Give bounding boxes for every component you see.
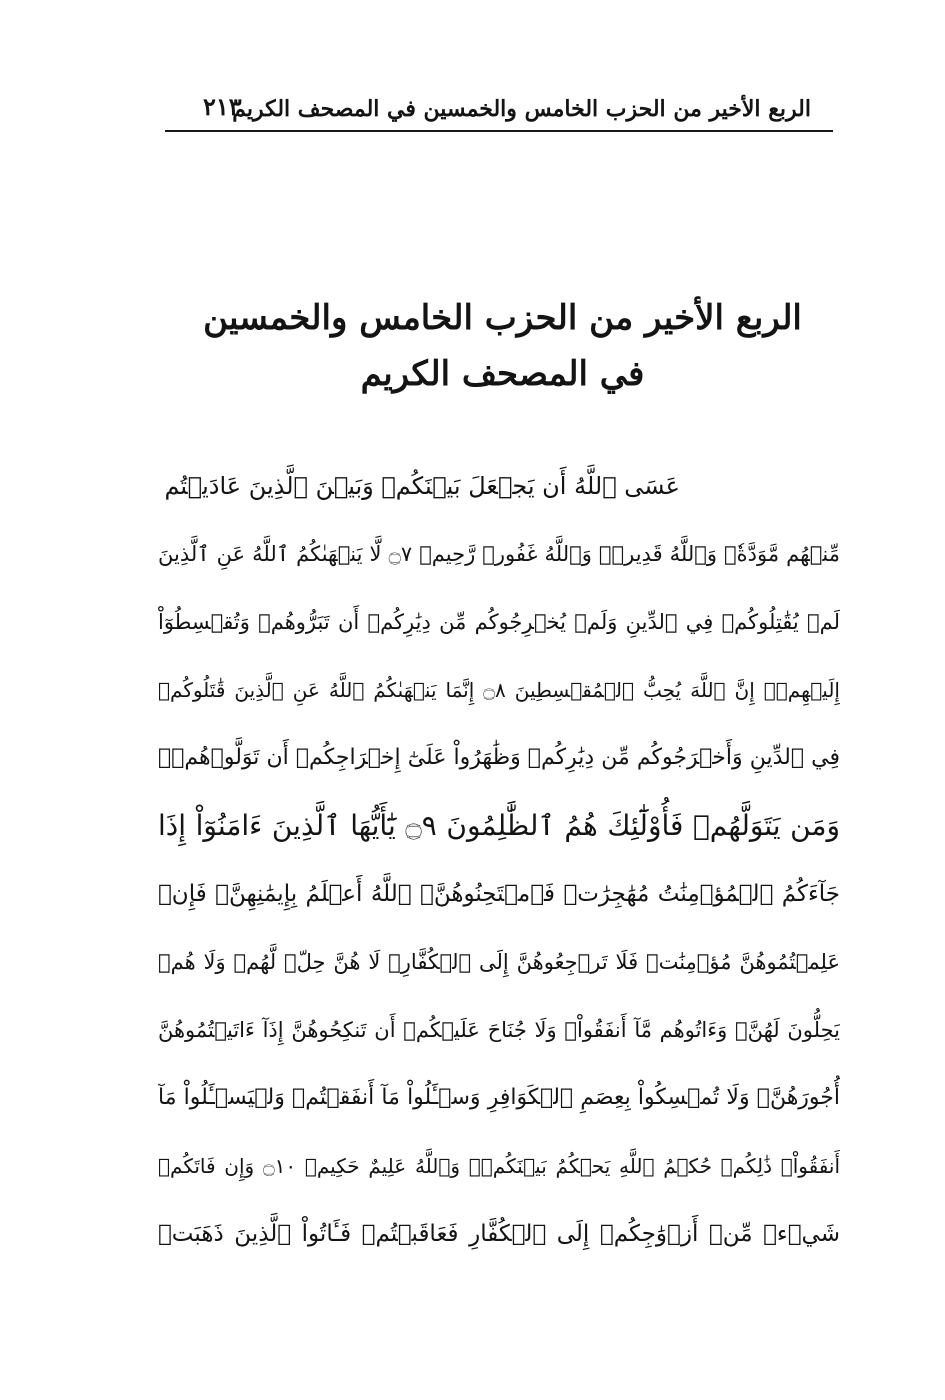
verse-text <box>158 452 840 1268</box>
page-number: ٢١٣ <box>203 92 242 121</box>
chapter-title <box>170 290 835 402</box>
header-rule <box>165 130 833 132</box>
verse-line: شَيۡءٞ مِّنۡ أَزۡوَٰجِكُمۡ إِلَى ٱلۡكُفَّارِ فَعَاقَبۡتُمۡ فَـَٔاتُواْ ٱلَّذِينَ ذَهَبَتۡ <box>158 1221 840 1247</box>
running-title: الربع الأخير من الحزب الخامس والخمسين في المصحف الكريم <box>232 96 811 122</box>
verse-line: أُجُورَهُنَّۚ وَلَا تُمۡسِكُواْ بِعِصَمِ ٱلۡكَوَافِرِ وَسۡـَٔلُواْ مَآ أَنفَقۡتُمۡ وَلۡيَسۡـَٔلُواْ مَآ <box>158 1085 840 1110</box>
verse-line: وَمَن يَتَوَلَّهُمۡ فَأُوْلَٰٓئِكَ هُمُ ٱلظَّٰلِمُونَ ۝٩ يَٰٓأَيُّهَا ٱلَّذِينَ ءَامَنُوٓاْ إِذَا <box>158 809 840 842</box>
verse-line: أَنفَقُواْۚ ذَٰلِكُمۡ حُكۡمُ ٱللَّهِ يَحۡكُمُ بَيۡنَكُمۡۖ وَٱللَّهُ عَلِيمٌ حَكِيمٞ ۝١٠ وَإِن فَاتَكُمۡ <box>158 1154 840 1178</box>
chapter-title-line-2: في المصحف الكريم <box>360 354 645 394</box>
verse-line: فِي ٱلدِّينِ وَأَخۡرَجُوكُم مِّن دِيَٰرِكُمۡ وَظَٰهَرُواْ عَلَىٰٓ إِخۡرَاجِكُمۡ أَن تَوَلَّوۡهُمۡۚ <box>158 745 840 770</box>
verse-line: عَسَى ٱللَّهُ أَن يَجۡعَلَ بَيۡنَكُمۡ وَبَيۡنَ ٱلَّذِينَ عَادَيۡتُم <box>164 472 680 500</box>
verse-line: لَمۡ يُقَٰتِلُوكُمۡ فِي ٱلدِّينِ وَلَمۡ يُخۡرِجُوكُم مِّن دِيَٰرِكُمۡ أَن تَبَرُّوهُمۡ وَتُقۡسِطُوٓاْ <box>158 610 840 634</box>
verse-line: مِّنۡهُم مَّوَدَّةٗۚ وَٱللَّهُ قَدِيرٞۚ وَٱللَّهُ غَفُورٞ رَّحِيمٞ ۝٧ لَّا يَنۡهَىٰكُمُ ٱللَّهُ عَنِ ٱلَّذِينَ <box>158 542 840 566</box>
running-header <box>165 92 833 132</box>
chapter-title-line-1: الربع الأخير من الحزب الخامس والخمسين <box>203 298 802 338</box>
verse-line: عَلِمۡتُمُوهُنَّ مُؤۡمِنَٰتٖ فَلَا تَرۡجِعُوهُنَّ إِلَى ٱلۡكُفَّارِۖ لَا هُنَّ حِلّٞ لَّهُمۡ وَلَا هُمۡ <box>158 950 840 974</box>
verse-line: إِلَيۡهِمۡۚ إِنَّ ٱللَّهَ يُحِبُّ ٱلۡمُقۡسِطِينَ ۝٨ إِنَّمَا يَنۡهَىٰكُمُ ٱللَّهُ عَنِ ٱلَّذِينَ قَٰتَلُوكُمۡ <box>158 678 840 702</box>
verse-line: جَآءَكُمُ ٱلۡمُؤۡمِنَٰتُ مُهَٰجِرَٰتٖ فَٱمۡتَحِنُوهُنَّۖ ٱللَّهُ أَعۡلَمُ بِإِيمَٰنِهِنَّۖ فَإِنۡ <box>158 881 840 907</box>
verse-line: يَحِلُّونَ لَهُنَّۖ وَءَاتُوهُم مَّآ أَنفَقُواْۚ وَلَا جُنَاحَ عَلَيۡكُمۡ أَن تَنكِحُوهُنَّ إِذَآ ءَاتَيۡتُمُوهُنَّ <box>158 1018 840 1042</box>
